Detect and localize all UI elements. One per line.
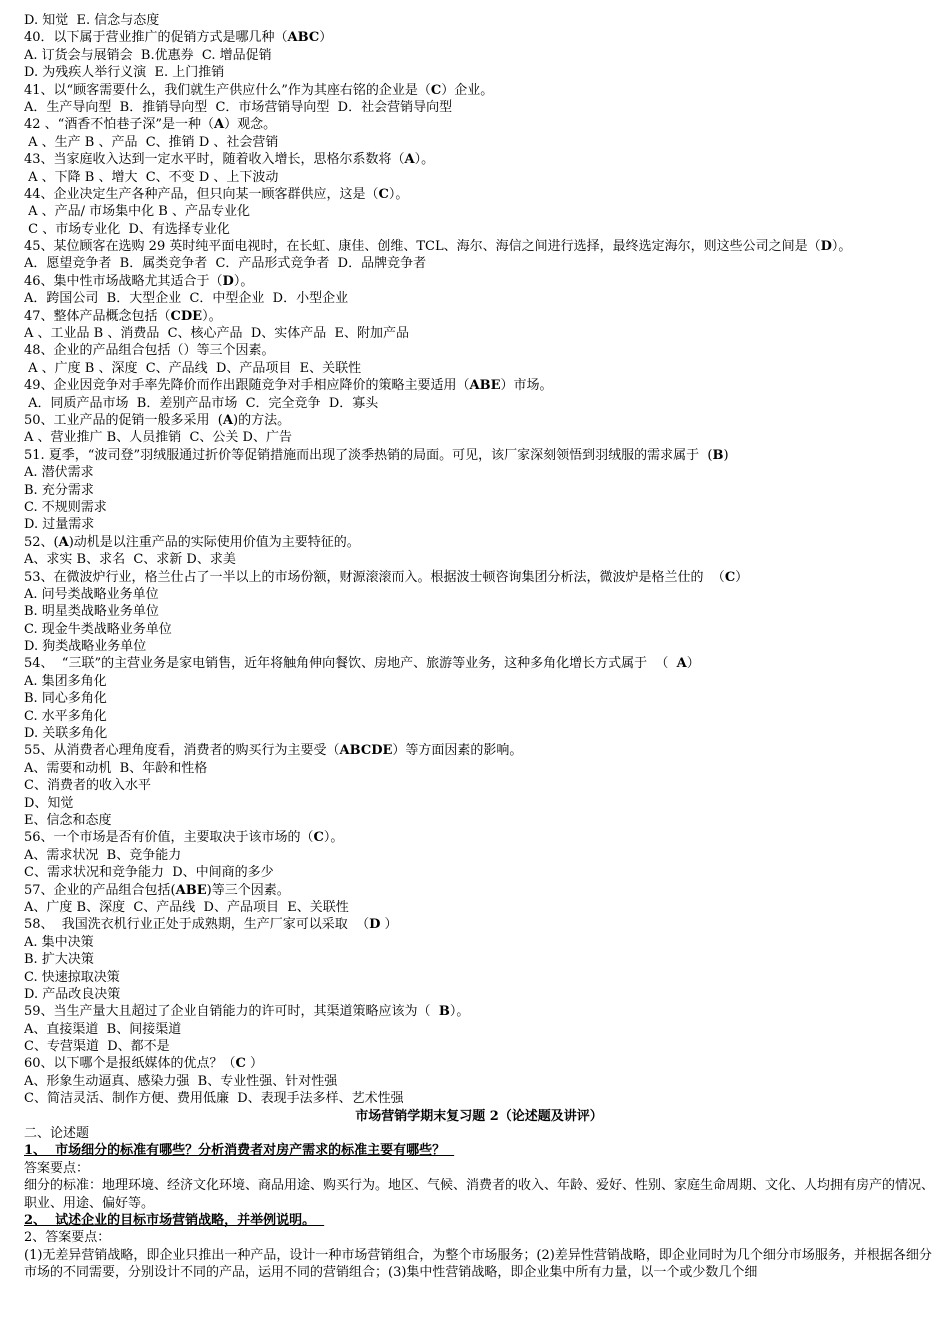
text-line: D. 关联多角化 [24,726,108,742]
text-line: B. 同心多角化 [24,691,107,707]
text-line: C、需求状况和竞争能力 D、中间商的多少 [24,865,274,881]
text-line: A. 集中决策 [24,934,94,950]
text-line: 44、企业决定生产各种产品，但只向某一顾客群供应，这是（C）。 [24,186,409,202]
text-line: B. 明星类战略业务单位 [24,604,159,620]
text-line: 43、当家庭收入达到一定水平时，随着收入增长，思格尔系数将（A）。 [24,152,435,168]
text-line: 50、工业产品的促销一般多采用 (A)的方法。 [24,413,291,428]
text-line: 59、当生产量大且超过了企业自销能力的许可时，其渠道策略应该为（ B）。 [24,1004,470,1020]
text-line: 2、答案要点： [24,1230,111,1246]
text-line: A、广度 B、深度 C、产品线 D、产品项目 E、关联性 [24,899,349,915]
text-line: C、专营渠道 D、都不是 [24,1039,170,1055]
text-line: A 、工业品 B 、消费品 C、核心产品 D、实体产品 E、附加产品 [24,326,409,342]
text-line: A. 集团多角化 [24,673,107,689]
essay-question: 1、 市场细分的标准有哪些？分析消费者对房产需求的标准主要有哪些？ [24,1143,455,1159]
text-line: 二、论述题 [24,1126,90,1142]
text-line: 58、 我国洗衣机行业正处于成熟期，生产厂家可以采取 （D ） [24,917,398,933]
text-line: 46、集中性市场战略尤其适合于（D）。 [24,273,254,289]
text-line: 49、企业因竞争对手率先降价而作出跟随竞争对手相应降价的策略主要适用（ABE）市场。 [24,378,553,394]
text-line: B. 扩大决策 [24,952,94,968]
text-line: 45、某位顾客在选购 29 英时纯平面电视时，在长虹、康佳、创维、TCL、海尔、海信之间进行选择，最终选定海尔，则这些公司之间是（D）。 [24,239,852,255]
text-line: C、消费者的收入水平 [24,778,151,794]
text-line: 40．以下属于营业推广的促销方式是哪几种（ABC） [24,30,333,46]
text-line: 54、 “三联”的主营业务是家电销售，近年将触角伸向餐饮、房地产、旅游等业务，这种多角化增长方式属于 （ A） [24,656,700,672]
text-line: A、需要和动机 B、年龄和性格 [24,760,208,776]
text-line: 42 、“酒香不怕巷子深”是一种（A）观念。 [24,117,277,133]
text-line: C. 水平多角化 [24,708,107,724]
text-line: 细分的标准：地理环境、经济文化环境、商品用途、购买行为。地区、气候、消费者的收入、年龄、爱好、性别、家庭生命周期、文化、人均拥有房产的情况、职业、用途、偏好等。 [24,1178,934,1211]
text-line: C、简洁灵活、制作方便、费用低廉 D、表现手法多样、艺术性强 [24,1091,404,1107]
text-line: A 、产品/ 市场集中化 B 、产品专业化 [24,204,250,220]
text-line: D. 知觉 E. 信念与态度 [24,13,160,28]
text-line: C. 现金牛类战略业务单位 [24,621,172,637]
text-line: 47、整体产品概念包括（CDE）。 [24,308,222,324]
text-line: D. 狗类战略业务单位 [24,639,147,655]
text-line: 53、在微波炉行业，格兰仕占了一半以上的市场份额，财源滚滚而入。根据波士顿咨询集团分析法，微波炉是格兰仕的 （C） [24,569,749,585]
text-line: D. 为残疾人举行义演 E. 上门推销 [24,65,225,81]
text-line: 答案要点： [24,1160,90,1176]
text-line: 56、一个市场是否有价值，主要取决于该市场的（C）。 [24,830,344,846]
text-line: A. 订货会与展销会 B.优惠券 C. 增品促销 [24,47,272,63]
text-line: A 、生产 B 、产品 C、推销 D 、社会营销 [24,134,279,150]
section-title: 市场营销学期末复习题 2（论述题及讲评） [355,1108,603,1124]
text-line: A. 潜伏需求 [24,465,94,481]
text-line: A．跨国公司 B．大型企业 C．中型企业 D．小型企业 [24,291,349,307]
text-line: 48、企业的产品组合包括（）等三个因素。 [24,343,275,359]
text-line: A 、下降 B 、增大 C、不变 D 、上下波动 [24,169,279,185]
text-line: A．同质产品市场 B．差别产品市场 C．完全竞争 D．寡头 [24,395,379,411]
text-line: A、形象生动逼真、感染力强 B、专业性强、针对性强 [24,1073,338,1089]
text-line: 57、企业的产品组合包括(ABE)等三个因素。 [24,882,290,898]
text-line: A、求实 B、求名 C、求新 D、求美 [24,552,236,568]
text-line: (1)无差异营销战略，即企业只推出一种产品，设计一种市场营销组合，为整个市场服务；(2)差异性营销战略，即企业同时为几个细分市场服务，并根据各细分市场的不同需要，分别设计不同的产品，运用不同的营销组合；(3)集中性营销战略，即企业集中所有力量，以一个或少数几个细 [24,1247,932,1281]
text-line: A、需求状况 B、竞争能力 [24,847,182,863]
text-line: 60、以下哪个是报纸媒体的优点？（C ） [24,1056,264,1072]
text-line: 41、以“顾客需要什么，我们就生产供应什么”作为其座右铭的企业是（C）企业。 [24,82,494,98]
text-line: A 、营业推广 B、人员推销 C、公关 D、广告 [24,430,292,446]
text-line: D、知觉 [24,795,74,811]
text-line: C. 不规则需求 [24,499,107,515]
text-line: A．愿望竞争者 B．属类竞争者 C．产品形式竞争者 D．品牌竞争者 [24,256,427,272]
text-line: A 、广度 B 、深度 C、产品线 D、产品项目 E、关联性 [24,360,362,376]
text-line: A．生产导向型 B．推销导向型 C．市场营销导向型 D．社会营销导向型 [24,99,453,115]
text-line: A. 问号类战略业务单位 [24,586,159,602]
text-line: A、直接渠道 B、间接渠道 [24,1021,182,1037]
text-line: B. 充分需求 [24,482,94,498]
text-line: E、信念和态度 [24,812,112,828]
text-line: C. 快速掠取决策 [24,969,120,985]
essay-question: 2、 试述企业的目标市场营销战略，并举例说明。 [24,1213,325,1228]
text-line: 55、从消费者心理角度看，消费者的购买行为主要受（ABCDE）等方面因素的影响。 [24,743,523,759]
text-line: 52、(A)动机是以注重产品的实际使用价值为主要特征的。 [24,534,360,550]
text-line: D. 产品改良决策 [24,986,121,1002]
text-line: C 、市场专业化 D、有选择专业化 [24,221,230,237]
text-line: 51. 夏季，“波司登”羽绒服通过折价等促销措施而出现了淡季热销的局面。可见，该厂家深刻领悟到羽绒服的需求属于 (B) [24,447,729,463]
text-line: D. 过量需求 [24,517,95,533]
